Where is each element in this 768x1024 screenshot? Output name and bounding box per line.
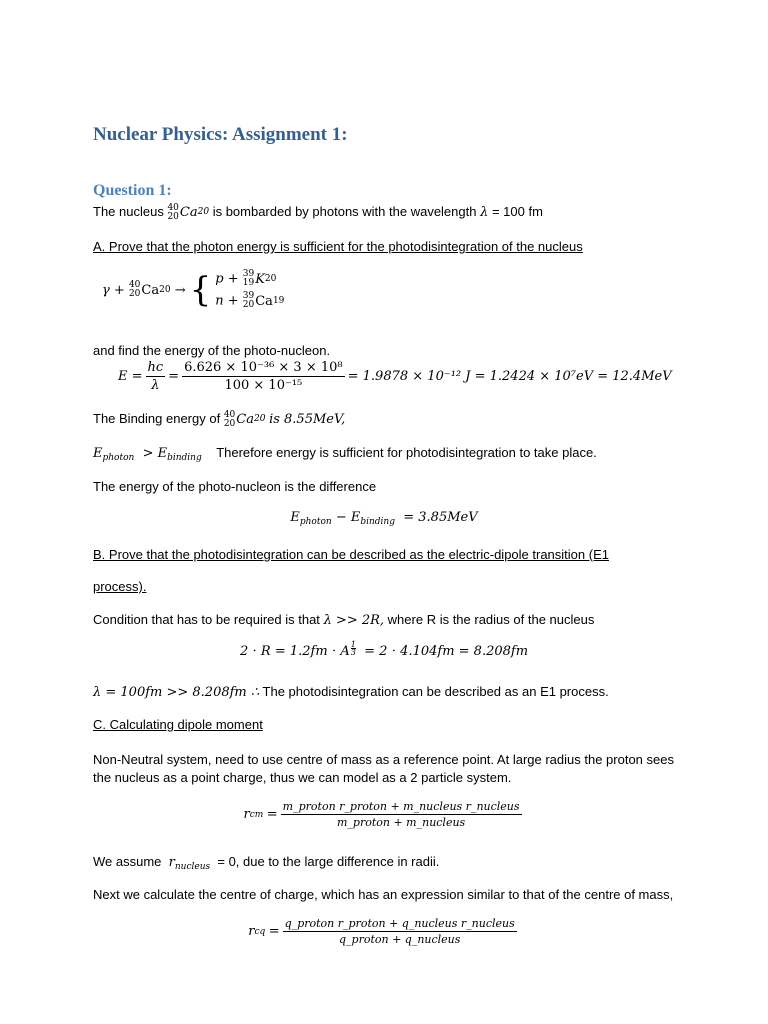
radius-equation: 2 ⋅ R = 1.2fm ⋅ A $\frac{1}{3}$ = 2 ⋅ 4.104fm = 8.208fm: [239, 640, 529, 659]
difference-text: The energy of the photo-nucleon is the difference: [93, 479, 377, 494]
difference-equation: $E_{photon} - E_{binding} = 3.85MeV$: [290, 510, 478, 527]
photon-energy-equation: E = $\frac{hc}{\lambda}$ = $\frac{\text{6.626 × 10⁻³⁶ × 3 × 10⁸}}{\text{100 × 10⁻¹⁵}}$ = 1.9878 × 10⁻¹² J = 1.2424 × 10⁷eV = 12.4MeV: [118, 360, 672, 393]
page-title: Nuclear Physics: Assignment 1:: [93, 124, 348, 145]
part-a-heading: A. Prove that the photon energy is sufficient for the photodisintegration of the nucleus: [93, 239, 583, 254]
paragraph-line1: Non-Neutral system, need to use centre of mass as a reference point. At large radius the proton sees: [93, 752, 674, 767]
binding-energy-line: The Binding energy of 40 20 Ca 20 is 8.55MeV,: [93, 409, 346, 429]
centre-of-charge-equation: r cq = $\frac{\text{q\_proton r\_proton + q\_nucleus r\_nucleus}}{\text{q\_proton + q\_nucleus}}$: [248, 917, 515, 946]
comparison-line: $E_{photon} > E_{binding}$ Therefore energy is sufficient for photodisintegration to take place.: [93, 445, 597, 463]
centre-of-mass-equation: r cm = $\frac{\text{m\_proton r\_proton + m\_nucleus r\_nucleus}}{\text{m\_proton + m\_nucleus}}$: [243, 800, 520, 829]
reaction-equation: γ + 40 20 Ca 20 → { p + 39 19 K 20 n + 39 20 Ca 19: [102, 269, 285, 310]
intro-line: The nucleus 40 20 Ca 20 is bombarded by photons with the wavelength λ = 100 fm: [93, 202, 543, 222]
assumption-line: We assume $r_{nucleus} = 0$, due to the large difference in radii.: [93, 854, 440, 872]
conclusion-line: λ = 100fm >> 8.208fm ∴ The photodisintegration can be described as an E1 process.: [93, 684, 609, 700]
part-b-heading-line2: process).: [93, 579, 147, 594]
condition-line: Condition that has to be required is that λ >> 2R, where R is the radius of the nucleus: [93, 612, 595, 628]
find-energy-text: and find the energy of the photo-nucleon.: [93, 343, 331, 358]
centre-of-charge-text: Next we calculate the centre of charge, which has an expression similar to that of the centre of mass,: [93, 887, 674, 902]
part-c-heading: C. Calculating dipole moment: [93, 717, 263, 732]
part-b-heading-line1: B. Prove that the photodisintegration can be described as the electric-dipole transition (E1: [93, 547, 609, 562]
nucleus-symbol: 40 20 Ca 20: [167, 202, 210, 222]
paragraph-line2: the nucleus as a point charge, thus we can model as a 2 particle system.: [93, 770, 512, 785]
question-heading: Question 1:: [93, 182, 172, 199]
